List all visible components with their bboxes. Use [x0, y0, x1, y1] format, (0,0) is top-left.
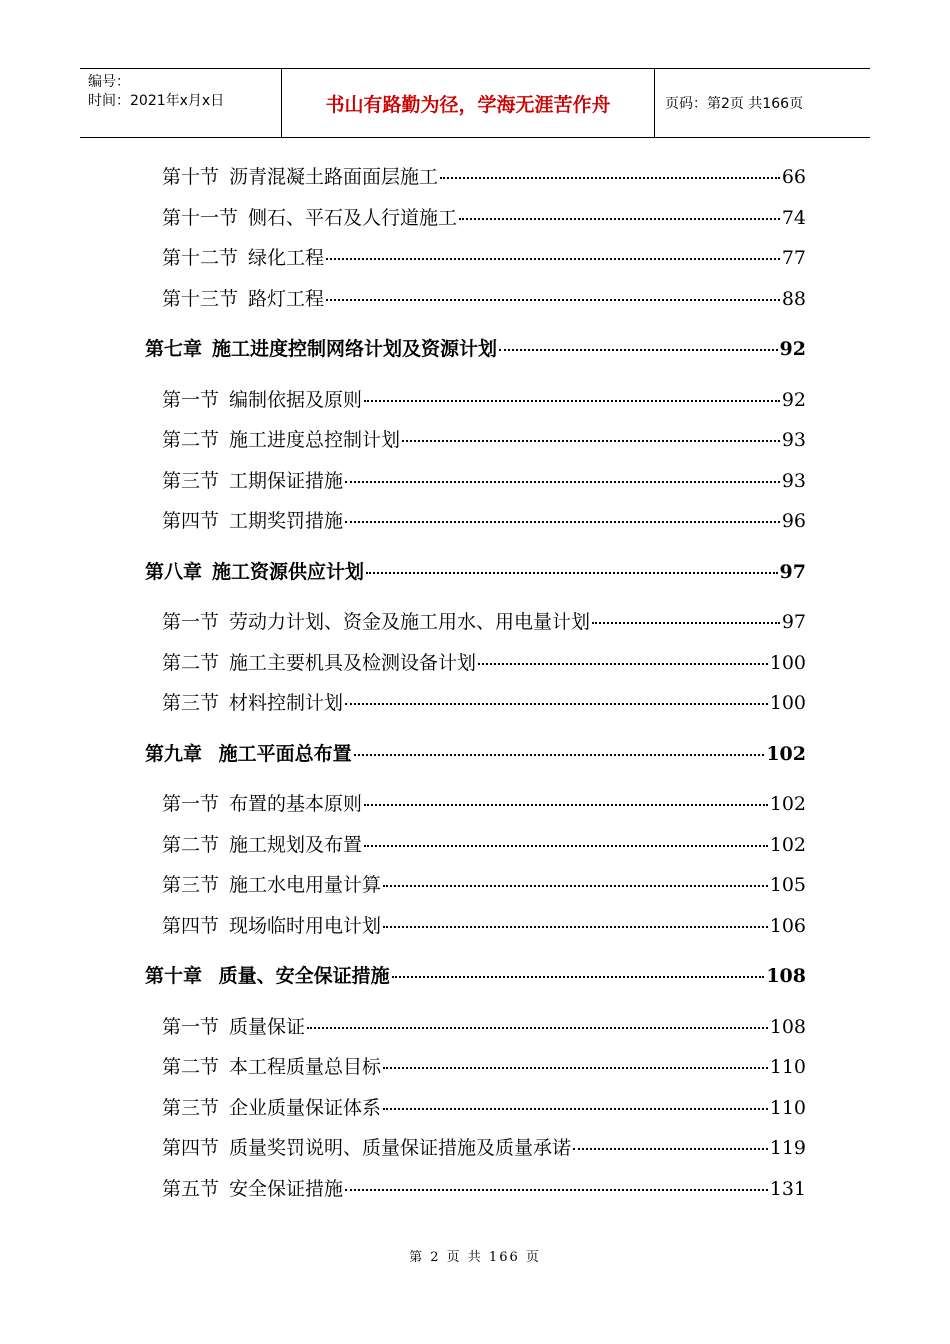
- toc-section-row[interactable]: [162, 1174, 806, 1201]
- toc-entry-title: 质量、安全保证措施: [212, 965, 390, 987]
- toc-page-number: 100: [769, 692, 806, 714]
- toc-entry-label: [162, 203, 457, 230]
- toc-entry-title: 安全保证措施: [229, 1178, 344, 1200]
- toc-section-row[interactable]: [162, 688, 806, 715]
- toc-page-number: 110: [769, 1056, 806, 1078]
- toc-entry-number: 第四节: [162, 915, 220, 937]
- toc-entry-number: 第三节: [162, 470, 220, 492]
- toc-entry-title: 绿化工程: [248, 247, 325, 269]
- toc-entry-label: [162, 789, 362, 816]
- toc-entry-title: 施工规划及布置: [229, 834, 363, 856]
- toc-page-number: 96: [781, 510, 806, 532]
- toc-entry-number: 第三节: [162, 874, 220, 896]
- toc-chapter-row[interactable]: [145, 961, 806, 988]
- toc-entry-title: 施工进度控制网络计划及资源计划: [212, 338, 498, 360]
- toc-entry-label: [162, 506, 343, 533]
- toc-entry-label: [162, 607, 590, 634]
- toc-dot-leader: [383, 1108, 768, 1110]
- toc-dot-leader: [592, 622, 780, 624]
- toc-dot-leader: [345, 1189, 768, 1191]
- header-time-label: 时间：2021年x月x日: [88, 93, 225, 109]
- toc-entry-title: 沥青混凝土路面面层施工: [229, 166, 439, 188]
- toc-entry-label: [162, 688, 343, 715]
- toc-page-number: 131: [769, 1178, 806, 1200]
- toc-entry-label: [162, 466, 343, 493]
- toc-page-number: 119: [769, 1137, 806, 1159]
- toc-entry-title: 劳动力计划、资金及施工用水、用电量计划: [229, 611, 591, 633]
- toc-entry-title: 路灯工程: [248, 288, 325, 310]
- toc-page-number: 93: [781, 429, 806, 451]
- toc-entry-title: 本工程质量总目标: [229, 1056, 382, 1078]
- toc-entry-title: 企业质量保证体系: [229, 1097, 382, 1119]
- toc-entry-label: [162, 1174, 343, 1201]
- toc-dot-leader: [364, 845, 768, 847]
- toc-entry-title: 编制依据及原则: [229, 389, 363, 411]
- toc-dot-leader: [392, 976, 765, 978]
- toc-entry-number: 第十一节: [162, 207, 239, 229]
- toc-dot-leader: [345, 703, 768, 705]
- toc-entry-label: [162, 425, 400, 452]
- toc-dot-leader: [307, 1027, 768, 1029]
- toc-entry-number: 第十节: [162, 166, 220, 188]
- toc-entry-number: 第十二节: [162, 247, 239, 269]
- toc-entry-label: [145, 739, 352, 766]
- page-footer: 第 2 页 共 166 页: [409, 1250, 541, 1265]
- toc-chapter-row[interactable]: [145, 739, 806, 766]
- toc-dot-leader: [326, 258, 780, 260]
- toc-entry-label: [162, 162, 438, 189]
- page-header: [80, 68, 870, 138]
- toc-dot-leader: [326, 299, 780, 301]
- toc-entry-number: 第四节: [162, 510, 220, 532]
- toc-entry-label: [162, 870, 381, 897]
- toc-dot-leader: [364, 804, 768, 806]
- toc-entry-title: 施工水电用量计算: [229, 874, 382, 896]
- toc-entry-label: [162, 1093, 381, 1120]
- toc-dot-leader: [440, 177, 780, 179]
- toc-chapter-row[interactable]: [145, 557, 806, 584]
- toc-page-number: 102: [769, 834, 806, 856]
- header-motto: 书山有路勤为径，学海无涯苦作舟: [282, 69, 655, 137]
- toc-dot-leader: [354, 754, 765, 756]
- toc-page-number: 102: [766, 743, 806, 765]
- toc-entry-label: [162, 243, 324, 270]
- toc-entry-number: 第一节: [162, 793, 220, 815]
- toc-entry-number: 第一节: [162, 611, 220, 633]
- toc-entry-number: 第八章: [145, 561, 203, 583]
- toc-section-row[interactable]: [162, 1093, 806, 1120]
- toc-dot-leader: [573, 1148, 768, 1150]
- toc-section-row[interactable]: [162, 648, 806, 675]
- header-page-info: 页码：第2页 共166页: [665, 96, 804, 112]
- toc-section-row[interactable]: [162, 911, 806, 938]
- toc-page-number: 110: [769, 1097, 806, 1119]
- toc-entry-title: 施工资源供应计划: [212, 561, 365, 583]
- toc-page-number: 74: [781, 207, 806, 229]
- toc-entry-number: 第一节: [162, 389, 220, 411]
- toc-page-number: 102: [769, 793, 806, 815]
- toc-section-row[interactable]: [162, 1133, 806, 1160]
- toc-entry-title: 工期保证措施: [229, 470, 344, 492]
- toc-entry-number: 第四节: [162, 1137, 220, 1159]
- toc-page-number: 77: [781, 247, 806, 269]
- toc-entry-label: [145, 961, 390, 988]
- toc-page-number: 92: [779, 338, 806, 360]
- toc-entry-label: [162, 830, 362, 857]
- toc-entry-title: 质量保证: [229, 1016, 306, 1038]
- toc-entry-number: 第十三节: [162, 288, 239, 310]
- toc-entry-number: 第二节: [162, 652, 220, 674]
- toc-entry-title: 施工主要机具及检测设备计划: [229, 652, 477, 674]
- toc-entry-label: [162, 284, 324, 311]
- toc-section-row[interactable]: [162, 870, 806, 897]
- toc-dot-leader: [402, 440, 780, 442]
- toc-section-row[interactable]: [162, 284, 806, 311]
- toc-entry-number: 第五节: [162, 1178, 220, 1200]
- toc-entry-title: 现场临时用电计划: [229, 915, 382, 937]
- toc-entry-label: [162, 648, 476, 675]
- toc-entry-title: 工期奖罚措施: [229, 510, 344, 532]
- toc-entry-number: 第二节: [162, 1056, 220, 1078]
- toc-dot-leader: [366, 572, 778, 574]
- toc-page-number: 92: [781, 389, 806, 411]
- toc-entry-label: [162, 911, 381, 938]
- toc-entry-number: 第十章: [145, 965, 203, 987]
- toc-page-number: 100: [769, 652, 806, 674]
- toc-section-row[interactable]: [162, 1052, 806, 1079]
- toc-section-row[interactable]: [162, 162, 806, 189]
- toc-chapter-row[interactable]: [145, 334, 806, 361]
- header-meta: [80, 69, 282, 137]
- toc-entry-label: [145, 334, 497, 361]
- toc-page-number: 97: [781, 611, 806, 633]
- toc-page-number: 105: [769, 874, 806, 896]
- toc-page-number: 97: [779, 561, 806, 583]
- toc-section-row[interactable]: [162, 830, 806, 857]
- toc-entry-number: 第三节: [162, 692, 220, 714]
- toc-section-row[interactable]: [162, 466, 806, 493]
- toc-entry-title: 侧石、平石及人行道施工: [248, 207, 458, 229]
- toc-entry-number: 第一节: [162, 1016, 220, 1038]
- toc-dot-leader: [383, 1067, 768, 1069]
- header-number-label: 编号：: [88, 74, 130, 90]
- toc-entry-label: [145, 557, 364, 584]
- toc-dot-leader: [383, 885, 768, 887]
- toc-section-row[interactable]: [162, 506, 806, 533]
- toc-entry-title: 施工进度总控制计划: [229, 429, 401, 451]
- toc-page-number: 88: [781, 288, 806, 310]
- toc-page-number: 108: [769, 1016, 806, 1038]
- toc-entry-title: 材料控制计划: [229, 692, 344, 714]
- toc-section-row[interactable]: [162, 789, 806, 816]
- toc-entry-label: [162, 1133, 571, 1160]
- toc-entry-label: [162, 1052, 381, 1079]
- toc-section-row[interactable]: [162, 425, 806, 452]
- toc-entry-number: 第三节: [162, 1097, 220, 1119]
- toc-page-number: 66: [781, 166, 806, 188]
- toc-section-row[interactable]: [162, 385, 806, 412]
- toc-entry-title: 施工平面总布置: [212, 743, 352, 765]
- toc-section-row[interactable]: [162, 243, 806, 270]
- toc-page-number: 93: [781, 470, 806, 492]
- toc-dot-leader: [345, 521, 780, 523]
- toc-section-row[interactable]: [162, 607, 806, 634]
- toc-dot-leader: [345, 481, 780, 483]
- toc-entry-title: 布置的基本原则: [229, 793, 363, 815]
- toc-dot-leader: [364, 400, 780, 402]
- toc-page-number: 106: [769, 915, 806, 937]
- toc-entry-number: 第九章: [145, 743, 203, 765]
- toc-entry-title: 质量奖罚说明、质量保证措施及质量承诺: [229, 1137, 572, 1159]
- toc-dot-leader: [478, 663, 768, 665]
- toc-section-row[interactable]: [162, 1012, 806, 1039]
- toc-entry-number: 第七章: [145, 338, 203, 360]
- toc-section-row[interactable]: [162, 203, 806, 230]
- toc-entry-number: 第二节: [162, 429, 220, 451]
- toc-page-number: 108: [766, 965, 806, 987]
- toc-dot-leader: [499, 349, 778, 351]
- toc-entry-number: 第二节: [162, 834, 220, 856]
- toc-entry-label: [162, 1012, 305, 1039]
- toc-entry-label: [162, 385, 362, 412]
- toc-dot-leader: [459, 218, 780, 220]
- toc-dot-leader: [383, 926, 768, 928]
